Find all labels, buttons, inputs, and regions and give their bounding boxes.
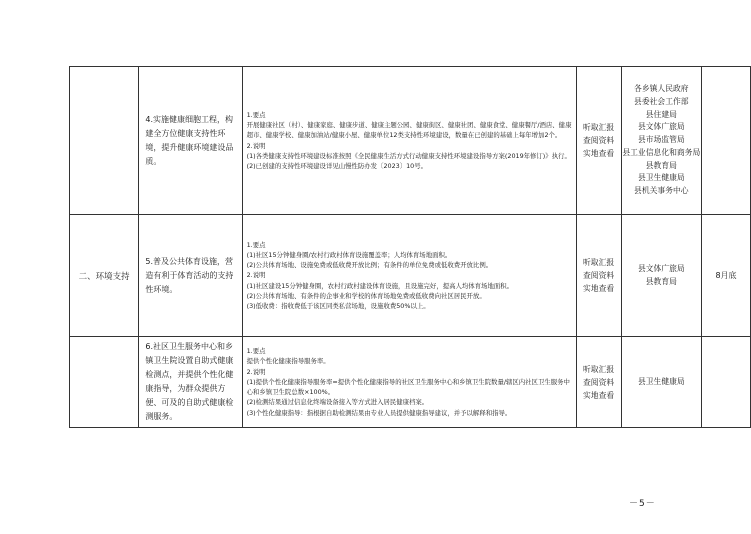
department-line: 县工业信息化和商务局 — [622, 147, 701, 157]
requirement-line: (1)各类健康支持性环境建设标准按照《全民健康生活方式行动健康支持性环境建设指导方案(2019年修订)》执行。 — [246, 151, 571, 160]
department-cell — [621, 67, 701, 215]
department-cell — [621, 215, 701, 337]
task-cell: 4.实施健康细胞工程，构建全方位健康支持性环境，提升健康环境建设品质。 — [139, 67, 242, 215]
task-cell: 6.社区卫生服务中心和乡镇卫生院设置自助式健康检测点，并提供个性化健康指导，为群众提供方便、可及的自助式健康检测服务。 — [139, 337, 242, 428]
section-cell-bottom — [70, 337, 139, 428]
department-line: 县卫生健康局 — [637, 173, 685, 183]
requirement-line: (2)检测结果通过信息化终端设备接入等方式进入居民健康档案。 — [246, 398, 429, 407]
department-line: 县机关事务中心 — [634, 186, 689, 196]
requirements-table — [69, 66, 751, 428]
section-cell: 二、环境支持 — [70, 215, 139, 337]
requirement-line: (3)个性化健康指导：指根据自助检测结果由专业人员提供健康指导建议，并予以解释和指导。 — [246, 408, 512, 417]
table-row — [70, 215, 751, 337]
department-line: 县委社会工作部 — [634, 96, 689, 106]
requirements-cell — [242, 337, 576, 428]
department-line: 县教育局 — [645, 276, 677, 286]
requirement-line: (3)低收费：指收费低于该区同类私营场地，设施收费50%以上。 — [246, 302, 430, 310]
method-line: 查阅资料 — [582, 136, 615, 145]
requirement-line: 2.说明 — [246, 367, 266, 376]
deadline-cell-top — [702, 67, 751, 215]
section-cell-top — [70, 67, 139, 215]
requirement-line: 1.要点 — [246, 110, 266, 119]
department-line: 各乡镇人民政府 — [634, 83, 689, 93]
requirement-line: 1.要点 — [246, 240, 266, 249]
method-line: 查阅资料 — [582, 271, 615, 280]
deadline-cell: 8月底 — [702, 215, 751, 337]
method-line: 听取汇报 — [582, 123, 615, 132]
requirements-cell — [242, 67, 576, 215]
department-line: 县教育局 — [645, 160, 677, 170]
page-number: －5－ — [629, 499, 656, 509]
requirements-cell — [242, 215, 576, 337]
requirement-line: (1)社区建设15分钟健身圈，农村行政村建设体育设施，且设施完好，提高人均体育场地面积。 — [246, 281, 514, 290]
requirement-line: 1.要点 — [246, 347, 266, 356]
department-line: 县卫生健康局 — [637, 376, 685, 386]
department-cell — [621, 337, 701, 428]
method-cell — [576, 67, 621, 215]
department-line: 县市场监管局 — [637, 135, 685, 145]
method-cell — [576, 337, 621, 428]
deadline-cell-bottom — [702, 337, 751, 428]
requirement-line: 2.说明 — [246, 141, 266, 150]
method-cell — [576, 215, 621, 337]
table-row — [70, 337, 751, 428]
requirement-line: (2)公共体育场地、设施免费或低收费开放比例；有条件的单位免费或低收费开放比例。 — [246, 261, 493, 270]
requirement-line: (2)公共体育场地、有条件的企事业和学校的体育场地免费或低收费向社区居民开放。 — [246, 291, 486, 300]
method-line: 查阅资料 — [582, 377, 615, 387]
method-line: 实地查看 — [582, 284, 615, 293]
method-line: 实地查看 — [582, 390, 615, 400]
requirement-line: 开展健康社区（村）、健康家庭、健康步道、健康主题公园、健康街区、健康社团、健康食堂、健康餐厅/酒店、健康超市、健康学校、健康加油站/健康小屋、健康单位12类支持性环境建设，数量在已创建的基础上每年增加2个。 — [246, 121, 572, 140]
requirement-line: (1)社区15分钟健身圈/农村行政村体育设施覆盖率；人均体育场地面积。 — [246, 250, 452, 259]
method-line: 实地查看 — [582, 149, 615, 158]
requirement-line: (1)提供个性化健康指导服务率=提供个性化健康指导的社区卫生服务中心和乡镇卫生院数量/辖区内社区卫生服务中心和乡镇卫生院总数×100%。 — [246, 377, 570, 397]
department-line: 县住建局 — [645, 109, 677, 119]
table-row — [70, 67, 751, 215]
department-line: 县文体广旅局 — [637, 122, 685, 132]
task-cell: 5.普及公共体育设施，营造有利于体育活动的支持性环境。 — [139, 215, 242, 337]
requirement-line: (2)已创建的支持性环境建设详见山慢性防办发〔2023〕10号。 — [246, 161, 428, 170]
requirement-line: 提供个性化健康指导服务率。 — [246, 357, 330, 366]
method-line: 听取汇报 — [582, 364, 615, 374]
department-line: 县文体广旅局 — [637, 263, 685, 273]
requirement-line: 2.说明 — [246, 271, 266, 280]
method-line: 听取汇报 — [582, 258, 615, 267]
